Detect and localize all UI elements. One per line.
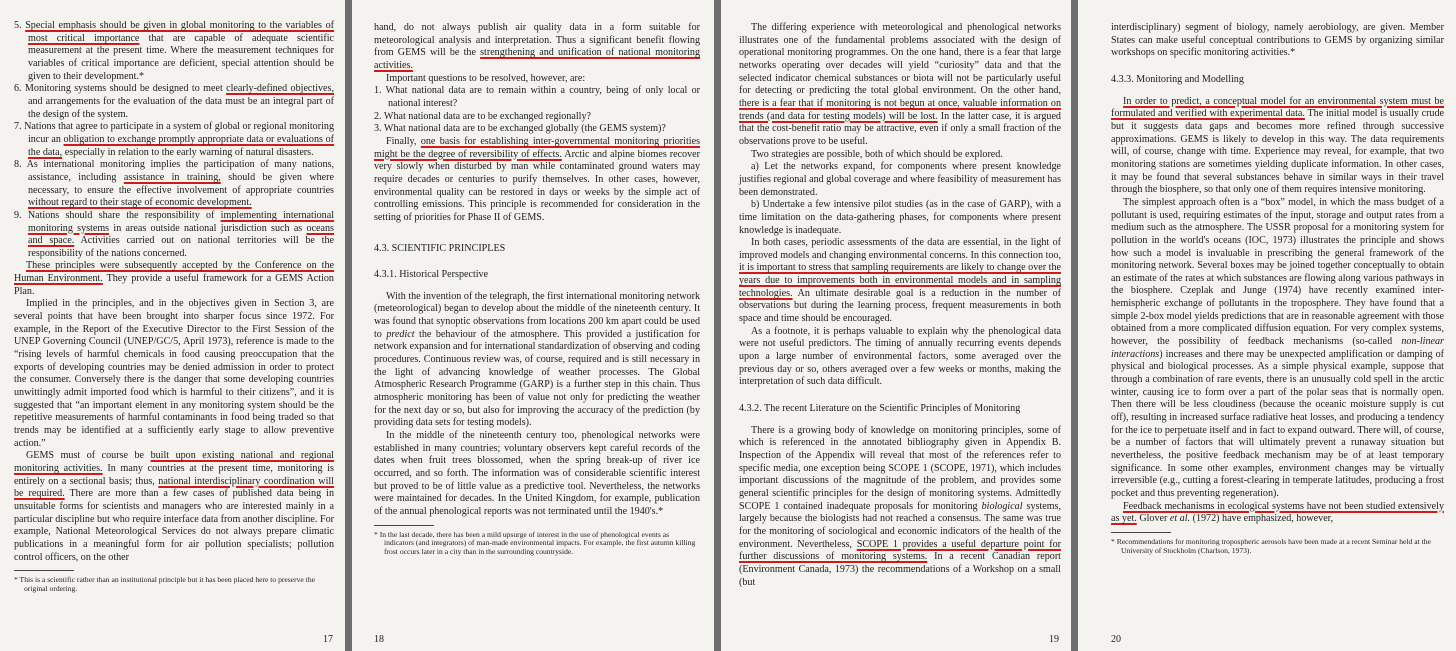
text-run: In many countries at the present time, monitoring is entirely on a sectional basis; thus,	[14, 462, 334, 487]
underlined-text: oceans and space.	[28, 222, 334, 247]
italic-text: non-linear interactions	[1111, 336, 1444, 360]
underlined-text: one basis for establishing inter-governmental monitoring priorities might be the degree of reversibility of effects.	[374, 135, 700, 160]
paragraph	[14, 260, 334, 298]
page-text	[374, 22, 700, 519]
text-run: In the middle of the nineteenth century too, phenological networks were established in many countries; voluntary observers kept careful records of the dates when fruit trees blossomed, when the spring break-up of river ice occurred, and so forth. The information was of considerable scientific interest but proved to be of little value as a predictive tool. Nevertheless, the networks were maintained for decades. In the United Kingdom, for example, publication of the annual phenological reports was not terminated until the 1940's.*	[374, 430, 700, 517]
list-item	[374, 85, 700, 110]
text-run: There is a growing body of knowledge on monitoring principles, some of which is referenced in the annotated bibliography given in Appendix B. Inspection of the Appendix will reveal that most of the references refer to specific media, one exception being SCOPE 1 (SCOPE, 1971), which includes important discussions of the magnitude of the problem, and provides some general scientific principles for the design of monitoring systems. Admittedly SCOPE 1 contained inadequate proposals for monitoring	[739, 424, 1061, 512]
paragraph	[739, 199, 1061, 237]
underlined-text: without regard to their stage of economic development.	[28, 197, 252, 209]
page-text	[1111, 22, 1444, 526]
paragraph	[739, 22, 1061, 149]
underlined-text: In order to predict, a conceptual model for an environmental system must be formulated and verified with experimental data.	[1111, 95, 1444, 120]
underlined-text: there is a fear that if monitoring is not begun at once, valuable information on trends (and data for testing models) will be lost.	[739, 97, 1061, 122]
text-run: 8. As international monitoring implies the participation of many nations, assistance, including	[14, 159, 334, 183]
section-heading	[739, 403, 1061, 416]
page-number: 17	[323, 634, 333, 645]
text-run: An ultimate desirable goal is a reduction in the number of observations but during the learning process, frequent measurements in both space and time should be encouraged.	[739, 287, 1061, 325]
paragraph	[1111, 22, 1444, 60]
paragraph	[14, 450, 334, 564]
paragraph	[739, 425, 1061, 590]
footnote: * This is a scientific rather than an institutional principle but it has been placed here to preserve the original ordering.	[14, 575, 315, 593]
text-run: Activities carried out on national territories will be the responsibility of the nations concerned.	[28, 235, 334, 259]
underlined-text: clearly-defined objectives,	[226, 83, 334, 95]
underlined-text: it is important to stress that sampling requirements are likely to change over the years due to improvements both in environmental models and in sampling technologies.	[739, 262, 1061, 299]
text-run: 1. What national data are to remain within a country, being of only local or national interest?	[374, 85, 700, 109]
text-run: b) Undertake a few intensive pilot studies (as in the case of GARP), with a time limitation on the data-gathering phases, for components where present knowledge is inadequate.	[739, 199, 1061, 236]
paragraph	[374, 73, 700, 86]
page-number: 20	[1111, 634, 1121, 645]
paragraph	[739, 326, 1061, 389]
list-item	[14, 121, 334, 159]
page-20	[1078, 0, 1456, 651]
underlined-text: SCOPE 1 provides a useful departure point for further discussions of monitoring systems.	[739, 538, 1061, 563]
footnote: * In the last decade, there has been a mild upsurge of interest in the use of phenological events as indicators (and integrators) of man-made environmental impacts. For example, the first autumn killing frost occurs later in a city than in the surrounding countryside.	[374, 529, 696, 557]
text-run: There are more than a few cases of published data being in unsuitable forms for scientists and managers who are interested mainly in a particular discipline but who require interface data from another discipline. For example, National Meteorological Services do not always prepare climatic publications in a meaningful form for air pollution specialists; pollution control officers, on the other	[14, 488, 334, 563]
underlined-text: assistance in training,	[123, 171, 221, 183]
text-run: 4.3.1. Historical Perspective	[374, 269, 489, 281]
text-run: With the invention of the telegraph, the first international monitoring network (meteorological) began to develop about the middle of the nineteenth century. It was found that synoptic observations from locations 200 km apart could be used to	[374, 290, 700, 340]
italic-text: predict	[386, 328, 415, 340]
text-run: the behaviour of the atmosphere. This provided a justification for network expansion and for international standardization of observing and coding procedures. Continuous review was, of course, required and is still necessary in the light of advancing knowledge of weather processes. The Global Atmospheric Research Programme (GARP) is a further step in this chain. Thus atmospheric monitoring has been of value not only for predicting the weather for the next day or so, but also for improving the accuracy of the prediction (by providing data sets for testing models).	[374, 328, 701, 429]
footnote-rule	[374, 525, 434, 526]
text-run: The simplest approach often is a “box” model, in which the mass budget of a pollutant is used, requiring estimates of the input, storage and output rates from a medium such as the atmosphere. The USSR proposal for a monitoring system for pollution in the world's oceans (IOC, 1973) illustrates the principle and shows how such a model is invaluable in prescribing the general framework of the monitoring network. Several boxes may be joined together conceptually to obtain an estimate of the rates at which substances are flowing along various pathways in the biosphere. Czeplak and Junge (1974) have recently examined inter-hemispheric exchange of pollutants in the troposphere. They have found that a simple 2-box model yields predictions that are in reasonable agreement with those obtained from a more complicated diffusion equation. For very complex systems, however, the possibility of feedback mechanisms (so-called	[1111, 196, 1444, 348]
underlined-text: Special emphasis should be given in global monitoring to the variables of most critical importance	[25, 20, 335, 44]
text-run: (1972) have emphasized, however,	[1190, 513, 1334, 525]
list-item	[374, 123, 700, 136]
text-run: 5.	[14, 20, 26, 31]
paragraph	[374, 291, 700, 430]
page-19	[721, 0, 1071, 651]
footnote-rule	[1111, 532, 1171, 533]
text-run: Two strategies are possible, both of which should be explored.	[751, 148, 1003, 160]
underlined-text: Feedback mechanisms in ecological systems have not been studied extensively as yet.	[1111, 500, 1444, 525]
paragraph	[739, 149, 1061, 162]
text-run: The initial model is usually crude but it suggests data gaps and becomes more refined through successive approximations. GEMS is likely to develop in this way. The data requirements will, of course, change with time. Experience may reveal, for example, that two monitoring stations are sometimes yielding duplicate information. In other cases, it may be found that several substances behave in similar ways in their travel through the biosphere, so that only one of them requires intensive monitoring.	[1111, 108, 1445, 196]
text-run: should be given where necessary, to ensure the effective involvement of appropriate countries	[28, 171, 334, 196]
text-run: 7. Nations that agree to participate in a system of global or regional monitoring incur an	[14, 121, 334, 145]
list-item	[374, 111, 700, 124]
list-item	[14, 20, 334, 83]
text-run: 3. What national data are to be exchanged globally (the GEMS system)?	[374, 123, 666, 135]
text-run: 2. What national data are to be exchanged regionally?	[374, 110, 592, 122]
text-run: and arrangements for the evaluation of the data must be an integral part of the design of the system.	[28, 95, 334, 120]
page-17	[0, 0, 345, 651]
paragraph	[374, 430, 700, 519]
underlined-text: These principles were subsequently accepted by the Conference on the Human Environment.	[14, 260, 334, 285]
paragraph	[374, 22, 700, 73]
text-run: Finally,	[386, 135, 421, 147]
text-run: systems, largely because the biologists had not reached a consensus. The same was true for the monitoring of sociological and economic indicators of the health of the environment. Nevertheless,	[739, 500, 1062, 550]
list-item	[14, 159, 334, 210]
section-heading	[374, 243, 700, 256]
text-run: In the latter case, it is argued that the cost-benefit ratio may be attractive, even if only a small fraction of the observations prove to be useful.	[739, 110, 1061, 147]
paragraph	[374, 136, 700, 225]
text-run: GEMS must of course be	[26, 450, 151, 462]
page-number: 19	[1049, 634, 1059, 645]
paragraph	[1111, 197, 1444, 501]
text-run: a) Let the networks expand, for components where present knowledge justifies regional and global coverage and where feasibility of measurement has been demonstrated.	[739, 161, 1061, 198]
text-run: As a footnote, it is perhaps valuable to explain why the phenological data were not useful predictors. The timing of annually recurring events depends upon a large number of environmental factors, some averaged over the previous day or so, others averaged over a few weeks or months, making the interpretation of such data difficult.	[739, 325, 1061, 388]
text-run: interdisciplinary) segment of biology, namely aerobiology, are given. Member States can make useful conceptual contributions to GEMS by organizing similar workshops on specific monitoring activities.*	[1111, 22, 1444, 59]
underlined-text: built upon existing national and regional monitoring activities.	[14, 450, 334, 474]
text-run: ) increases and there may be unexpected amplification or damping of physical and biological processes. As a simple physical example, suppose that through a combination of rare events, there is an unusually cold spell in the arctic winter, causing ice to form over a part of the polar seas that is normally open. Then there will be less cloudiness (because the oceanic moisture supply is cut off), resulting in increased surface radiative heat losses, and producing a tendency for the ice to perpetuate itself and in fact to expand outward. There will, of course, be a number of factors that will ultimately prevent a runaway situation but nevertheless, the positive feedback mechanism may be of at least temporary significance. In some other examples, environment changes may be virtually irreversible (e.g., cutting a forest-clearing in temperate latitudes, producing a frost pocket and thus preventing regeneration).	[1111, 348, 1444, 499]
text-run: Glover	[1136, 513, 1170, 525]
underlined-text: obligation to exchange promptly appropriate data or evaluations of the data,	[28, 133, 334, 158]
paragraph	[1111, 96, 1444, 197]
text-run: hand, do not always publish air quality data in a form suitable for meteorological analysis and interpretation. Thus a significant benefit flowing from GEMS will be the	[374, 22, 700, 59]
text-run: 4.3.2. The recent Literature on the Scientific Principles of Monitoring	[739, 403, 1021, 415]
list-item	[14, 83, 334, 121]
text-run: Important questions to be resolved, however, are:	[386, 72, 586, 84]
text-run: In a recent Canadian report (Environment Canada, 1973) the recommendations of a Workshop on a small (but	[739, 551, 1061, 588]
text-run: Implied in the principles, and in the objectives given in Section 3, are several points that have been brought into sharper focus since 1972. For example, in the Report of the Executive Director to the First Session of the UNEP Governing Council (UNEP/GC/5, April 1973), reference is made to the “rising levels of harmful chemicals in food causing preoccupation that the exports of developing countries may be denied admission in order to protect the consumer. Conversely there is the danger that some developing countries unwittingly admit imported food which is harmful to their citizens”, and it is suggested that “an important element in any monitoring system should be the repetitive measurements of harmful contaminants in food being traded so that trends may be identified at a sufficiently early stage to allow preventive action.”	[14, 298, 334, 449]
paragraph	[14, 298, 334, 450]
text-run: in areas outside national jurisdiction such as	[109, 222, 307, 234]
text-run: In both cases, periodic assessments of the data are essential, in the light of improved models and changing environmental concerns. In this connection too,	[739, 237, 1061, 261]
paragraph	[739, 237, 1061, 326]
footnote: * Recommendations for monitoring tropospheric aerosols have been made at a recent Seminar held at the University of Stockholm (Charlson, 1973).	[1111, 536, 1431, 555]
text-run: 9. Nations should share the responsibility of	[14, 209, 221, 221]
text-run: Arctic and alpine biomes recover very slowly when disturbed by man while contaminated ground waters may require decades or centuries to purify themselves. In other cases, however, environmental quality can be restored in days or weeks by the simple act of controlling emissions. This principle is recommended for consideration in the setting of priorities for Phase II of GEMS.	[374, 148, 700, 223]
paragraph	[1111, 501, 1444, 526]
page-18	[352, 0, 714, 651]
footnote-rule	[14, 570, 74, 571]
text-run: 6. Monitoring systems should be designed to meet	[14, 83, 227, 95]
text-run: 4.3. SCIENTIFIC PRINCIPLES	[374, 242, 506, 254]
page-text	[739, 22, 1061, 589]
text-run: They provide a useful framework for a GEMS Action Plan.	[14, 273, 334, 297]
section-heading	[374, 269, 700, 282]
text-run: that are capable of adequate scientific measurement at the present time. Where the measurement techniques for variables of critical importance are deficient, special attention should be given to their development.*	[28, 32, 334, 82]
text-run: The differing experience with meteorological and phenological networks illustrates one of the fundamental problems associated with the design of operational monitoring programmes. On the one hand, there is a fear that large networks operating over decades will yield “curiosity” data and that the selected indicator chemical substances or biota will not be particularly useful for detecting or predicting the total global environment. On the other hand,	[739, 22, 1061, 97]
italic-text: et al.	[1169, 513, 1191, 525]
page-text	[14, 20, 334, 564]
text-run: especially in relation to the early warning of natural disasters.	[62, 146, 314, 158]
underlined-text: national interdisciplinary coordination will be required.	[14, 475, 334, 500]
text-run: 4.3.3. Monitoring and Modelling	[1111, 73, 1244, 85]
underlined-text: implementing international monitoring systems	[28, 209, 335, 234]
paragraph	[739, 161, 1061, 199]
list-item	[14, 210, 334, 261]
underlined-text: strengthening and unification of national monitoring activities.	[374, 47, 700, 71]
page-number: 18	[374, 634, 384, 645]
italic-text: biological	[981, 500, 1023, 512]
section-heading	[1111, 74, 1444, 87]
